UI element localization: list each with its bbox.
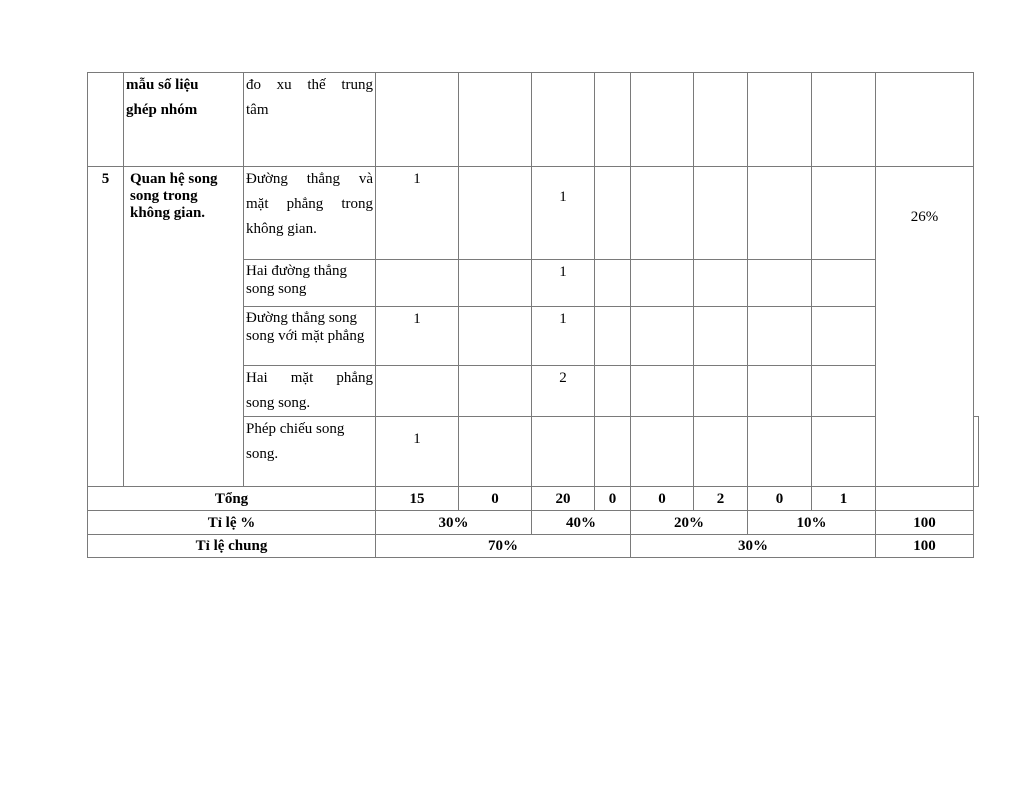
total-cell: 0 [748, 487, 812, 511]
stt-cell [88, 73, 124, 167]
total-cell: 0 [631, 487, 694, 511]
count-cell: 1 [532, 260, 595, 307]
content-cell: Đường thẳng song song với mặt phẳng [244, 307, 376, 366]
count-cell: 1 [532, 167, 595, 260]
common-ratio-cell: 30% [631, 535, 876, 558]
common-ratio-row [88, 535, 979, 558]
percent-cell: 26% [876, 167, 974, 487]
count-cell: 2 [532, 366, 595, 417]
total-cell: 0 [595, 487, 631, 511]
content-line: song song. [246, 395, 311, 411]
count-cell: 1 [376, 167, 459, 260]
content-cell [244, 167, 376, 260]
total-cell: 1 [812, 487, 876, 511]
common-ratio-cell: 70% [376, 535, 631, 558]
count-cell: 1 [376, 307, 459, 366]
common-ratio-total-cell: 100 [876, 535, 974, 558]
content-line: mặt phẳng trong [246, 196, 373, 212]
ratio-cell: 10% [748, 511, 876, 535]
content-line: song. [246, 446, 279, 462]
content-line: Phép chiếu song [246, 421, 345, 437]
ratio-total-cell: 100 [876, 511, 974, 535]
content-cell [244, 73, 376, 167]
topic-line: ghép nhóm [126, 102, 198, 118]
common-ratio-label: Tỉ lệ chung [88, 535, 376, 558]
totals-label: Tổng [88, 487, 376, 511]
stt-cell: 5 [88, 167, 124, 487]
table-row [88, 167, 979, 260]
content-cell: Hai đường thẳng song song [244, 260, 376, 307]
ratio-cell: 30% [376, 511, 532, 535]
content-cell [244, 417, 376, 487]
ratio-cell: 20% [631, 511, 748, 535]
total-cell: 0 [459, 487, 532, 511]
content-line: Đường thẳng và [246, 171, 373, 187]
count-cell: 1 [376, 417, 459, 487]
total-cell: 2 [694, 487, 748, 511]
ratio-cell: 40% [532, 511, 631, 535]
ratio-row [88, 511, 979, 535]
content-line: tâm [246, 102, 269, 118]
total-cell: 15 [376, 487, 459, 511]
content-line: không gian. [246, 221, 317, 237]
ratio-label: Tỉ lệ % [88, 511, 376, 535]
total-cell: 20 [532, 487, 595, 511]
topic-cell [124, 73, 244, 167]
topic-cell: Quan hệ song song trong không gian. [124, 167, 244, 487]
count-cell: 1 [532, 307, 595, 366]
table-row [88, 73, 979, 167]
content-line: đo xu thế trung [246, 77, 373, 93]
topic-line: mẫu số liệu [126, 77, 199, 93]
assessment-matrix-table [87, 72, 979, 558]
content-cell [244, 366, 376, 417]
content-line: Hai mặt phẳng [246, 370, 373, 386]
totals-row [88, 487, 979, 511]
